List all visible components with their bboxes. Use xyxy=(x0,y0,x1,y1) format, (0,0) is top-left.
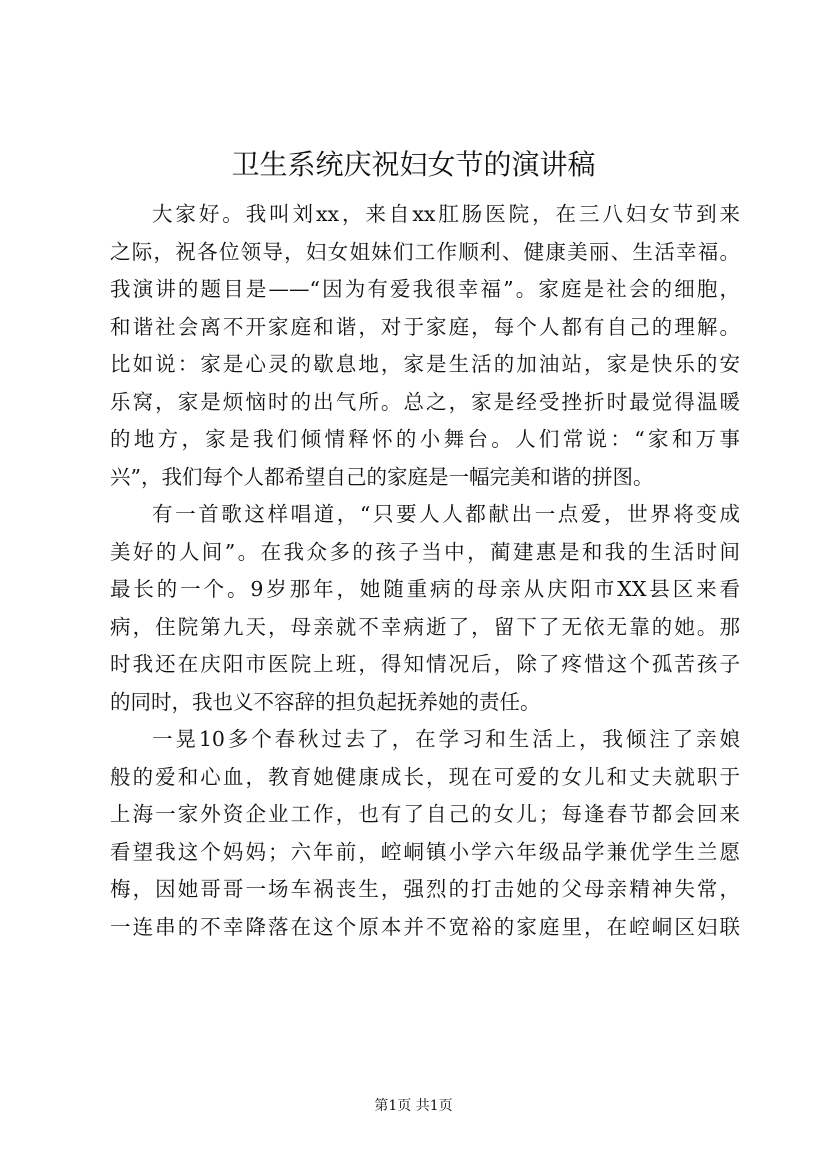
paragraph-line: 般的爱和心血，教育她健康成长，现在可爱的女儿和丈夫就职于 xyxy=(110,764,740,789)
paragraph-line: 我演讲的题目是——“因为有爱我很幸福”。家庭是社会的细胞， xyxy=(110,277,740,301)
paragraph-line: 上海一家外资企业工作，也有了自己的女儿；每逢春节都会回来 xyxy=(110,802,740,826)
paragraph-line: 最长的一个。9岁那年，她随重病的母亲从庆阳市XX县区来看 xyxy=(110,577,740,601)
paragraph-line: 一晃10多个春秋过去了，在学习和生活上，我倾注了亲娘 xyxy=(152,727,740,751)
paragraph-line: 乐窝，家是烦恼时的出气所。总之，家是经受挫折时最觉得温暖 xyxy=(110,389,740,414)
document-body xyxy=(110,196,740,946)
paragraph-line: 之际，祝各位领导，妇女姐妹们工作顺利、健康美丽、生活幸福。 xyxy=(110,239,740,264)
paragraph-line: 梅，因她哥哥一场车祸丧生，强烈的打击她的父母亲精神失常， xyxy=(110,877,740,901)
paragraph-line: 和谐社会离不开家庭和谐，对于家庭，每个人都有自己的理解。 xyxy=(110,314,740,339)
paragraph-line: 病，住院第九天，母亲就不幸病逝了，留下了无依无靠的她。那 xyxy=(110,614,740,639)
page-footer: 第1页 共1页 xyxy=(374,1098,453,1114)
paragraph-2 xyxy=(110,496,740,721)
paragraph-line: 的同时，我也义不容辞的担负起抚养她的责任。 xyxy=(110,689,541,714)
paragraph-line: 的地方，家是我们倾情释怀的小舞台。人们常说：“家和万事 xyxy=(110,427,740,451)
paragraph-line: 美好的人间”。在我众多的孩子当中，蔺建惠是和我的生活时间 xyxy=(110,539,740,564)
paragraph-line: 看望我这个妈妈；六年前，崆峒镇小学六年级品学兼优学生兰愿 xyxy=(110,839,740,864)
paragraph-1 xyxy=(110,196,740,496)
paragraph-line: 比如说：家是心灵的歇息地，家是生活的加油站，家是快乐的安 xyxy=(110,352,740,376)
paragraph-line: 大家好。我叫刘xx，来自xx肛肠医院，在三八妇女节到来 xyxy=(152,202,740,226)
document-title: 卫生系统庆祝妇女节的演讲稿 xyxy=(231,148,596,181)
paragraph-3 xyxy=(110,721,740,946)
paragraph-line: 有一首歌这样唱道，“只要人人都献出一点爱，世界将变成 xyxy=(152,502,740,526)
paragraph-line: 一连串的不幸降落在这个原本并不宽裕的家庭里，在崆峒区妇联 xyxy=(110,914,740,939)
paragraph-line: 时我还在庆阳市医院上班，得知情况后，除了疼惜这个孤苦孩子 xyxy=(110,652,740,676)
paragraph-line: 兴”，我们每个人都希望自己的家庭是一幅完美和谐的拼图。 xyxy=(110,464,654,489)
